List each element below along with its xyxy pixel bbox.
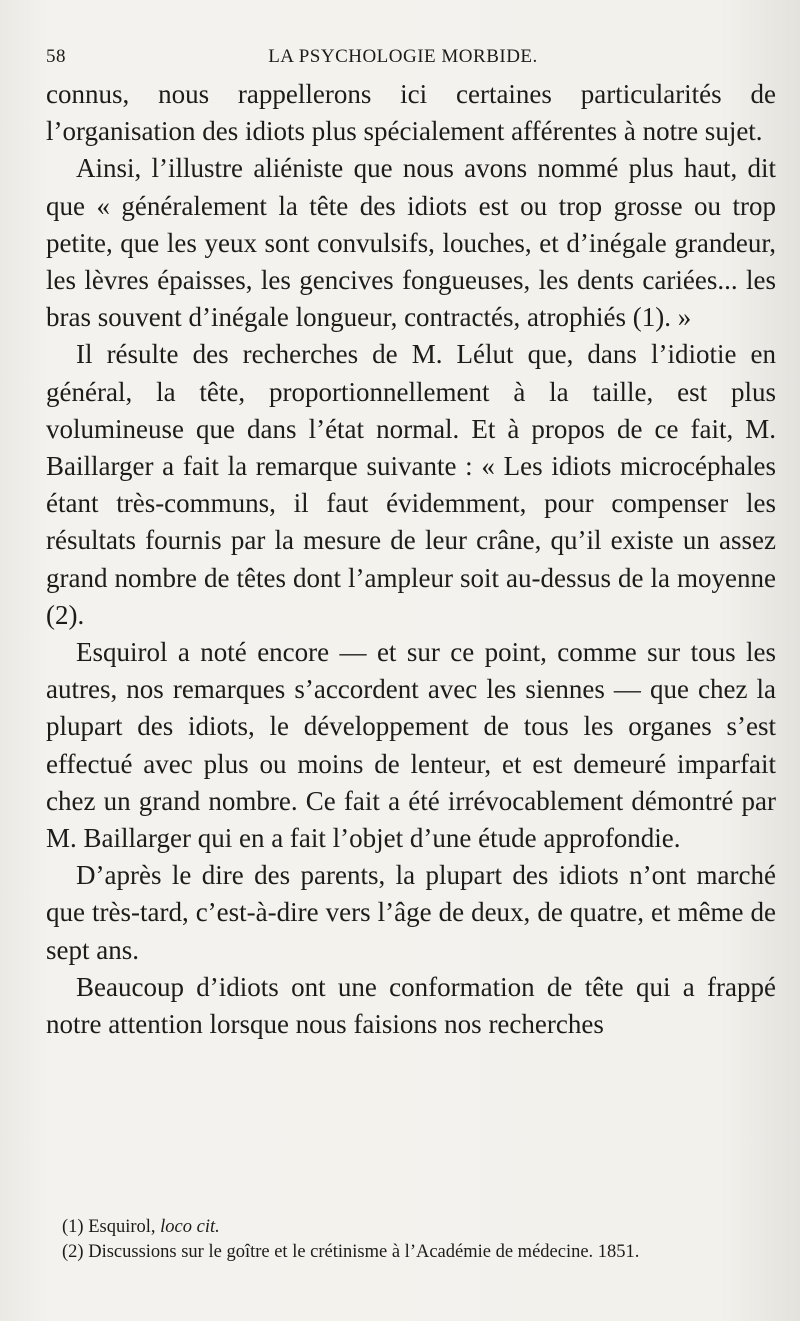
paragraph: Esquirol a noté encore — et sur ce point, comme sur tous les autres, nos remarques s’accordent avec les siennes — que chez la plupart des idiots, le développement de tous les organes s’est effectué avec plus ou moins de lenteur, et est demeuré imparfait chez un grand nombre. Ce fait a été irrévocablement démontré par M. Baillarger qui en a fait l’objet d’une étude approfondie.	[46, 637, 776, 854]
paragraph: D’après le dire des parents, la plupart des idiots n’ont marché que très-tard, c’est-à-dire vers l’âge de deux, de quatre, et même de sept ans.	[46, 860, 776, 965]
footnote-marker: (1)	[62, 1217, 84, 1237]
footnote-text: Discussions sur le goître et le crétinisme à l’Académie de médecine. 1851.	[88, 1242, 640, 1262]
running-title: LA PSYCHOLOGIE MORBIDE.	[268, 46, 538, 67]
running-head	[46, 46, 760, 76]
paragraph: Ainsi, l’illustre aliéniste que nous avons nommé plus haut, dit que « généralement la tête des idiots est ou trop grosse ou trop petite, que les yeux sont convulsifs, louches, et d’inégale grandeur, les lèvres épaisses, les gencives fongueuses, les dents cariées... les bras souvent d’inégale longueur, contractés, atrophiés (1). »	[46, 153, 776, 333]
footnote-reference: loco cit.	[160, 1217, 220, 1237]
body-text	[46, 76, 776, 1043]
page-number: 58	[46, 46, 66, 67]
footnotes	[46, 1215, 776, 1265]
footnote-1	[46, 1215, 776, 1240]
footnote-2	[46, 1240, 776, 1265]
paragraph: Beaucoup d’idiots ont une conformation de tête qui a frappé notre attention lorsque nous faisions nos recherches	[46, 971, 776, 1040]
footnote-author: Esquirol,	[88, 1217, 156, 1237]
paragraph: Il résulte des recherches de M. Lélut que, dans l’idiotie en général, la tête, proportionnellement à la taille, est plus volumineuse que dans l’état normal. Et à propos de ce fait, M. Baillarger a fait la remarque suivante : « Les idiots microcéphales étant très-communs, il faut évidemment, pour compenser les résultats fournis par la mesure de leur crâne, qu’il existe un assez grand nombre de têtes dont l’ampleur soit au-dessus de la moyenne (2).	[46, 339, 776, 630]
paragraph-continuation: connus, nous rappellerons ici certaines particularités de l’organisation des idiots plus spécialement afférentes à notre sujet.	[46, 79, 776, 147]
footnote-marker: (2)	[62, 1242, 84, 1262]
